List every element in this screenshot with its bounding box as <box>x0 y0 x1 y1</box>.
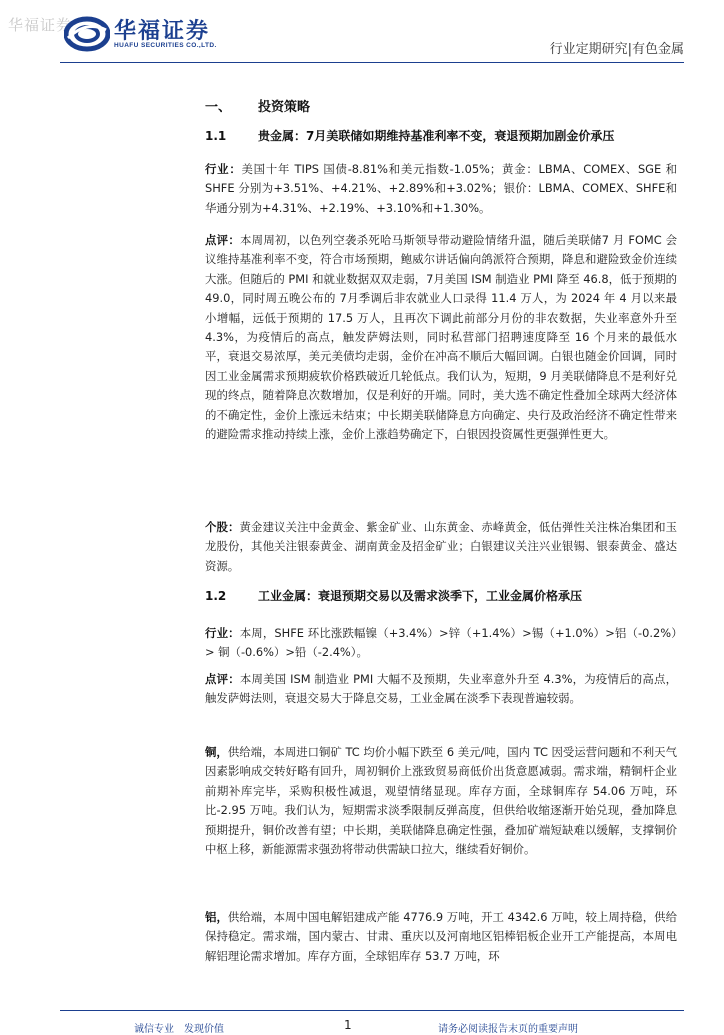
footer-disclaimer: 请务必阅读报告末页的重要声明 <box>438 1024 578 1035</box>
paragraph-label: 行业： <box>205 162 242 176</box>
subsection-title: 工业金属：衰退预期交易以及需求淡季下，工业金属价格承压 <box>258 589 583 603</box>
paragraph-label: 铜， <box>205 745 228 759</box>
paragraph-industry <box>205 160 677 218</box>
paragraph-label: 铝， <box>205 910 228 924</box>
paragraph-copper <box>205 743 677 859</box>
paragraph-industry-2 <box>205 624 677 663</box>
paragraph-label: 个股： <box>205 520 240 534</box>
paragraph-text: 黄金建议关注中金黄金、紫金矿业、山东黄金、赤峰黄金，低估弹性关注株冶集团和玉龙股份，其他关注银泰黄金、湖南黄金及招金矿业；白银建议关注兴业银锡、银泰黄金、盛达资源。 <box>205 520 677 573</box>
subsection-title: 贵金属：7月美联储如期维持基准利率不变，衰退预期加剧金价承压 <box>258 129 615 143</box>
section-title: 投资策略 <box>258 100 311 115</box>
logo-text-cn: 华福证券 <box>114 18 211 44</box>
subsection-heading-2 <box>205 587 582 604</box>
paragraph-label: 行业： <box>205 626 240 640</box>
subsection-heading-1 <box>205 127 614 144</box>
watermark: 华福证券 <box>8 16 73 34</box>
paragraph-text: 本周，SHFE 环比涨跌幅镍（+3.4%）>锌（+1.4%）>锡（+1.0%）>铝（-0.2%）> 铜（-0.6%）>铅（-2.4%）。 <box>205 626 677 660</box>
paragraph-comment-2 <box>205 670 677 709</box>
paragraph-text: 供给端，本周中国电解铝建成产能 4776.9 万吨，开工 4342.6 万吨，较上周持稳，供给保持稳定。需求端，国内蒙古、甘肃、重庆以及河南地区铝棒铝板企业开工产能提高，本周电解铝理论需求增加。库存方面，全球铝库存 53.7 万吨，环 <box>205 910 677 963</box>
header-divider <box>60 62 684 63</box>
paragraph-text: 供给端，本周进口铜矿 TC 均价小幅下跌至 6 美元/吨，国内 TC 因受运营问题和不利天气因素影响成交转好略有回升，周初铜价上涨致贸易商低价出货意愿减弱。需求端，精铜杆企业前期补库完毕，采购积极性减退，观望情绪显现。库存方面，全球铜库存 54.06 万吨，环比-2.95 万吨。我们认为，短期需求淡季限制反弹高度，但供给收缩逐渐开始兑现，叠加降息预期提升，铜价改善有望；中长期，美联储降息确定性强，叠加矿端短缺难以缓解，支撑铜价中枢上移，新能源需求强劲将带动供需缺口拉大，继续看好铜价。 <box>205 745 677 857</box>
footer-divider <box>60 1010 684 1011</box>
paragraph-text: 本周周初，以色列空袭杀死哈马斯领导带动避险情绪升温，随后美联储7 月 FOMC 会议维持基准利率不变，符合市场预期，鲍威尔讲话偏向鸽派符合预期，降息和避险致金价连续大涨。但随后的 PMI 和就业数据双双走弱，7月美国 ISM 制造业 PMI 降至 46.8，低于预期的 49.0，同时周五晚公布的 7月季调后非农就业人口录得 11.4 万人，为 2024 年 4 月以来最小增幅，远低于预期的 17.5 万人，且再次下调此前部分月份的非农数据，失业率意外升至 4.3%，为疫情后的高点，触发萨姆法则，同时私营部门招聘速度降至 16 个月来的最低水平，衰退交易浓厚，美元美债均走弱，金价在冲高不顺后大幅回调。白银也随金价回调，同时因工业金属需求预期疲软价格跌破近几轮低点。我们认为，短期，9 月美联储降息不是利好兑现的终点，随着降息次数增加，仅是利好的开端。同时，美大选不确定性叠加全球两大经济体的不确定性，金价上涨远未结束；中长期美联储降息方向确定、央行及政治经济不确定性带来的避险需求推动持续上涨，金价上涨趋势确定下，白银因投资属性更强弹性更大。 <box>205 233 677 442</box>
logo-swirl-icon <box>64 16 110 52</box>
paragraph-text: 本周美国 ISM 制造业 PMI 大幅不及预期，失业率意外升至 4.3%，为疫情后的高点，触发萨姆法则，衰退交易大于降息交易，工业金属在淡季下表现普遍较弱。 <box>205 672 677 706</box>
paragraph-label: 点评： <box>205 672 240 686</box>
report-category: 行业定期研究|有色金属 <box>549 42 684 57</box>
subsection-number: 1.2 <box>205 589 227 603</box>
logo-text-en: HUAFU SECURITIES CO.,LTD. <box>114 42 217 49</box>
footer-slogan: 诚信专业 发现价值 <box>134 1024 224 1035</box>
paragraph-comment <box>205 231 677 444</box>
paragraph-stocks <box>205 518 677 576</box>
page-number: 1 <box>344 1018 352 1032</box>
company-logo <box>64 14 264 56</box>
paragraph-text: 美国十年 TIPS 国债-8.81%和美元指数-1.05%；黄金：LBMA、COMEX、SGE 和 SHFE 分别为+3.51%、+4.21%、+2.89%和+3.02%；银价：LBMA、COMEX、SHFE和华通分别为+4.31%、+2.19%、+3.10%和+1.30%。 <box>205 162 677 215</box>
section-number: 一、 <box>205 100 232 115</box>
paragraph-aluminum <box>205 908 677 966</box>
paragraph-label: 点评： <box>205 233 241 247</box>
subsection-number: 1.1 <box>205 129 227 143</box>
section-heading <box>205 96 310 115</box>
